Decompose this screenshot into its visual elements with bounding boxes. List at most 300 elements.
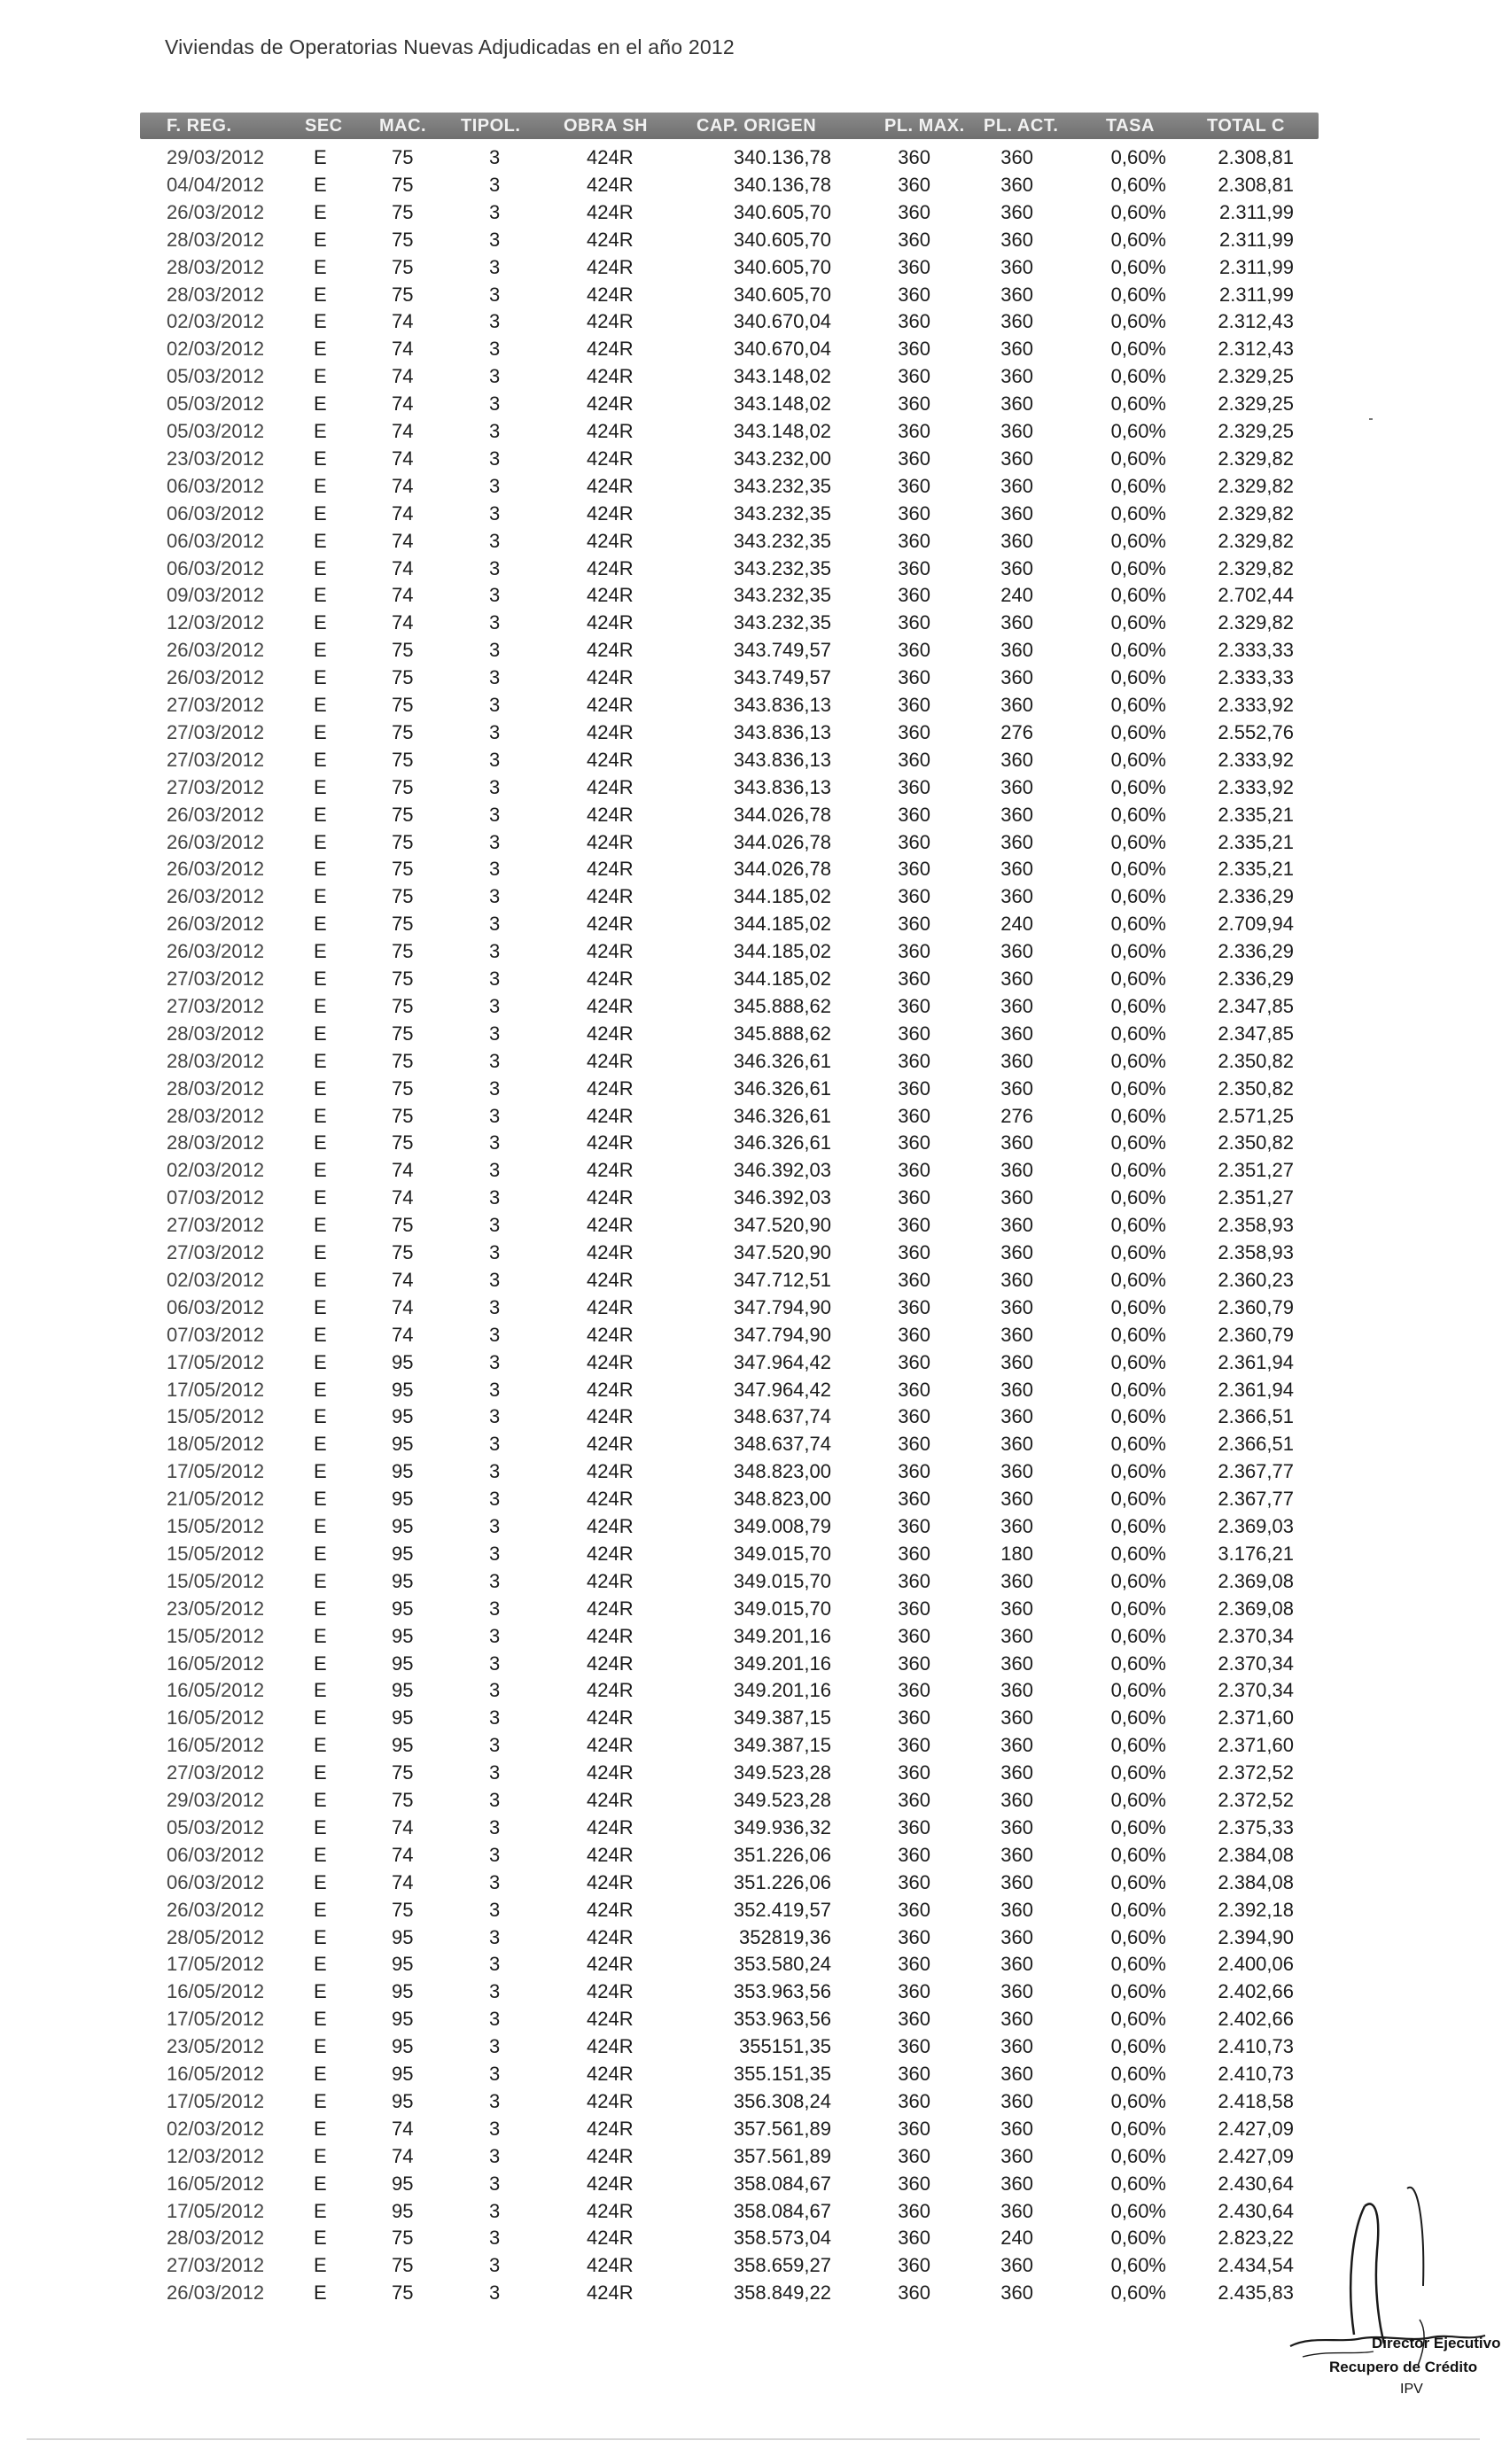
cell-pl-max: 360	[898, 830, 930, 853]
cell-mac: 75	[392, 1049, 414, 1072]
table-row	[0, 1457, 1502, 1485]
cell-pl-act: 360	[1000, 173, 1033, 196]
cell-cap-origen: 343.232,35	[733, 611, 831, 634]
cell-pl-max: 360	[898, 611, 930, 634]
page-edge	[27, 2438, 1480, 2440]
cell-cap-origen: 346.326,61	[733, 1077, 831, 1100]
cell-cap-origen: 343.749,57	[733, 639, 831, 662]
cell-tipol: 3	[489, 1624, 501, 1647]
cell-obra-sh: 424R	[587, 529, 634, 552]
cell-cap-origen: 355.151,35	[733, 2063, 831, 2085]
cell-pl-max: 360	[898, 1843, 930, 1866]
table-row	[0, 1595, 1502, 1622]
cell-tasa: 0,60%	[1110, 968, 1166, 990]
cell-cap-origen: 340.605,70	[733, 283, 831, 306]
cell-pl-act: 276	[1000, 1104, 1033, 1127]
cell-obra-sh: 424R	[587, 940, 634, 963]
cell-total: 2.367,77	[1218, 1488, 1294, 1511]
cell-total: 2.402,66	[1218, 2008, 1294, 2031]
cell-pl-max: 360	[898, 666, 930, 689]
cell-tasa: 0,60%	[1110, 694, 1166, 716]
cell-total: 2.350,82	[1218, 1049, 1294, 1072]
cell-tasa: 0,60%	[1110, 2089, 1166, 2112]
cell-sec: E	[314, 2035, 327, 2058]
cell-mac: 75	[392, 1022, 414, 1045]
cell-cap-origen: 349.201,16	[733, 1679, 831, 1702]
cell-pl-act: 360	[1000, 1268, 1033, 1291]
cell-total: 2.402,66	[1218, 1980, 1294, 2003]
cell-cap-origen: 347.964,42	[733, 1378, 831, 1401]
cell-tipol: 3	[489, 940, 501, 963]
table-row	[0, 1896, 1502, 1924]
cell-total: 2.333,33	[1218, 639, 1294, 662]
cell-tipol: 3	[489, 666, 501, 689]
cell-tipol: 3	[489, 1569, 501, 1592]
cell-pl-act: 360	[1000, 666, 1033, 689]
cell-mac: 74	[392, 447, 414, 470]
cell-pl-max: 360	[898, 420, 930, 442]
cell-tipol: 3	[489, 1104, 501, 1127]
table-row	[0, 1567, 1502, 1595]
cell-cap-origen: 344.026,78	[733, 858, 831, 881]
cell-cap-origen: 340.136,78	[733, 146, 831, 168]
cell-pl-act: 360	[1000, 1815, 1033, 1838]
cell-obra-sh: 424R	[587, 1214, 634, 1237]
cell-tasa: 0,60%	[1110, 283, 1166, 306]
cell-pl-max: 360	[898, 1542, 930, 1565]
cell-pl-max: 360	[898, 228, 930, 251]
cell-tipol: 3	[489, 611, 501, 634]
table-row	[0, 335, 1502, 362]
cell-pl-act: 360	[1000, 1241, 1033, 1263]
cell-mac: 75	[392, 720, 414, 743]
table-row	[0, 1211, 1502, 1239]
cell-tasa: 0,60%	[1110, 556, 1166, 579]
cell-tasa: 0,60%	[1110, 338, 1166, 361]
cell-f-reg: 26/03/2012	[167, 1898, 265, 1921]
cell-sec: E	[314, 1734, 327, 1757]
table-row	[0, 362, 1502, 390]
cell-f-reg: 17/05/2012	[167, 1350, 265, 1373]
cell-mac: 95	[392, 1597, 414, 1620]
table-row	[0, 1814, 1502, 1841]
cell-pl-act: 360	[1000, 2281, 1033, 2305]
cell-mac: 75	[392, 1241, 414, 1263]
cell-obra-sh: 424R	[587, 666, 634, 689]
table-row	[0, 445, 1502, 472]
cell-f-reg: 28/03/2012	[167, 1131, 265, 1154]
cell-mac: 75	[392, 1131, 414, 1154]
cell-pl-max: 360	[898, 1295, 930, 1318]
cell-obra-sh: 424R	[587, 447, 634, 470]
cell-obra-sh: 424R	[587, 1433, 634, 1456]
cell-total: 2.311,99	[1218, 228, 1294, 251]
cell-mac: 95	[392, 2035, 414, 2058]
cell-tasa: 0,60%	[1110, 2117, 1166, 2140]
cell-f-reg: 26/03/2012	[167, 885, 265, 908]
cell-total: 2.372,52	[1218, 1761, 1294, 1784]
cell-sec: E	[314, 529, 327, 552]
cell-obra-sh: 424R	[587, 748, 634, 771]
cell-sec: E	[314, 255, 327, 278]
cell-f-reg: 17/05/2012	[167, 1378, 265, 1401]
cell-cap-origen: 343.232,35	[733, 501, 831, 525]
cell-pl-max: 360	[898, 858, 930, 881]
table-row	[0, 472, 1502, 500]
cell-mac: 75	[392, 255, 414, 278]
cell-mac: 74	[392, 420, 414, 442]
cell-cap-origen: 340.605,70	[733, 255, 831, 278]
cell-mac: 75	[392, 146, 414, 168]
cell-mac: 75	[392, 775, 414, 798]
cell-cap-origen: 347.520,90	[733, 1214, 831, 1237]
cell-tipol: 3	[489, 1706, 501, 1729]
cell-obra-sh: 424R	[587, 1022, 634, 1045]
cell-sec: E	[314, 1323, 327, 1346]
cell-pl-max: 360	[898, 1350, 930, 1373]
cell-f-reg: 23/05/2012	[167, 1597, 265, 1620]
cell-tasa: 0,60%	[1110, 1870, 1166, 1893]
cell-tasa: 0,60%	[1110, 1515, 1166, 1537]
table-row	[0, 636, 1502, 664]
cell-sec: E	[314, 1460, 327, 1483]
cell-tipol: 3	[489, 420, 501, 442]
table-row	[0, 581, 1502, 609]
cell-pl-max: 360	[898, 1378, 930, 1401]
cell-tipol: 3	[489, 1597, 501, 1620]
cell-tasa: 0,60%	[1110, 1624, 1166, 1647]
cell-obra-sh: 424R	[587, 2035, 634, 2058]
cell-cap-origen: 343.232,35	[733, 474, 831, 497]
cell-pl-max: 360	[898, 1652, 930, 1675]
cell-pl-act: 360	[1000, 529, 1033, 552]
cell-tipol: 3	[489, 1789, 501, 1811]
cell-total: 2.311,99	[1218, 255, 1294, 278]
cell-mac: 74	[392, 1815, 414, 1838]
cell-pl-act: 360	[1000, 447, 1033, 470]
cell-cap-origen: 349.387,15	[733, 1734, 831, 1757]
cell-pl-max: 360	[898, 1624, 930, 1647]
cell-f-reg: 29/03/2012	[167, 146, 265, 168]
cell-pl-max: 360	[898, 1049, 930, 1072]
cell-pl-max: 360	[898, 556, 930, 579]
cell-pl-act: 360	[1000, 1925, 1033, 1948]
cell-f-reg: 05/03/2012	[167, 420, 265, 442]
cell-pl-max: 360	[898, 1488, 930, 1511]
cell-mac: 75	[392, 2227, 414, 2250]
header-tipol: TIPOL.	[461, 116, 521, 136]
cell-total: 2.375,33	[1218, 1815, 1294, 1838]
cell-sec: E	[314, 283, 327, 306]
cell-obra-sh: 424R	[587, 1268, 634, 1291]
cell-cap-origen: 347.794,90	[733, 1323, 831, 1346]
cell-cap-origen: 344.026,78	[733, 830, 831, 853]
cell-tipol: 3	[489, 1953, 501, 1976]
cell-tasa: 0,60%	[1110, 1488, 1166, 1511]
cell-f-reg: 06/03/2012	[167, 474, 265, 497]
cell-tipol: 3	[489, 1652, 501, 1675]
cell-tipol: 3	[489, 2144, 501, 2167]
cell-tasa: 0,60%	[1110, 830, 1166, 853]
cell-tasa: 0,60%	[1110, 1131, 1166, 1154]
cell-tasa: 0,60%	[1110, 1405, 1166, 1428]
cell-f-reg: 17/05/2012	[167, 2008, 265, 2031]
cell-total: 2.418,58	[1218, 2089, 1294, 2112]
cell-total: 2.360,79	[1218, 1295, 1294, 1318]
cell-sec: E	[314, 1131, 327, 1154]
cell-sec: E	[314, 775, 327, 798]
cell-total: 2.369,03	[1218, 1515, 1294, 1537]
cell-f-reg: 23/03/2012	[167, 447, 265, 470]
cell-cap-origen: 355151,35	[739, 2035, 831, 2058]
cell-pl-act: 360	[1000, 1789, 1033, 1811]
cell-obra-sh: 424R	[587, 639, 634, 662]
cell-pl-max: 360	[898, 529, 930, 552]
cell-tipol: 3	[489, 2117, 501, 2140]
cell-obra-sh: 424R	[587, 1350, 634, 1373]
cell-tasa: 0,60%	[1110, 1295, 1166, 1318]
cell-pl-max: 360	[898, 1815, 930, 1838]
cell-cap-origen: 340.605,70	[733, 200, 831, 223]
cell-total: 2.392,18	[1218, 1898, 1294, 1921]
cell-tipol: 3	[489, 2063, 501, 2085]
cell-mac: 75	[392, 1104, 414, 1127]
cell-pl-max: 360	[898, 694, 930, 716]
cell-pl-max: 360	[898, 1679, 930, 1702]
cell-total: 2.400,06	[1218, 1953, 1294, 1976]
cell-mac: 74	[392, 2117, 414, 2140]
cell-obra-sh: 424R	[587, 1679, 634, 1702]
cell-cap-origen: 349.201,16	[733, 1652, 831, 1675]
cell-cap-origen: 349.936,32	[733, 1815, 831, 1838]
cell-obra-sh: 424R	[587, 1953, 634, 1976]
table-row	[0, 1294, 1502, 1321]
cell-tipol: 3	[489, 584, 501, 607]
cell-obra-sh: 424R	[587, 474, 634, 497]
cell-tasa: 0,60%	[1110, 529, 1166, 552]
cell-obra-sh: 424R	[587, 1898, 634, 1921]
cell-tasa: 0,60%	[1110, 474, 1166, 497]
cell-obra-sh: 424R	[587, 1624, 634, 1647]
cell-cap-origen: 352.419,57	[733, 1898, 831, 1921]
cell-f-reg: 16/05/2012	[167, 1652, 265, 1675]
cell-mac: 74	[392, 501, 414, 525]
cell-tasa: 0,60%	[1110, 173, 1166, 196]
cell-tipol: 3	[489, 1159, 501, 1182]
cell-cap-origen: 340.136,78	[733, 173, 831, 196]
cell-pl-max: 360	[898, 338, 930, 361]
cell-cap-origen: 343.749,57	[733, 666, 831, 689]
cell-tasa: 0,60%	[1110, 2199, 1166, 2222]
cell-obra-sh: 424R	[587, 1186, 634, 1209]
cell-pl-max: 360	[898, 720, 930, 743]
table-row	[0, 773, 1502, 801]
cell-cap-origen: 349.015,70	[733, 1542, 831, 1565]
cell-tipol: 3	[489, 830, 501, 853]
cell-sec: E	[314, 2172, 327, 2195]
cell-f-reg: 27/03/2012	[167, 1761, 265, 1784]
cell-tasa: 0,60%	[1110, 584, 1166, 607]
cell-total: 2.370,34	[1218, 1652, 1294, 1675]
cell-cap-origen: 356.308,24	[733, 2089, 831, 2112]
cell-sec: E	[314, 666, 327, 689]
cell-cap-origen: 344.185,02	[733, 913, 831, 936]
cell-obra-sh: 424R	[587, 584, 634, 607]
cell-tipol: 3	[489, 529, 501, 552]
cell-cap-origen: 343.148,02	[733, 393, 831, 416]
cell-pl-max: 360	[898, 1980, 930, 2003]
cell-pl-max: 360	[898, 1734, 930, 1757]
cell-mac: 75	[392, 885, 414, 908]
cell-sec: E	[314, 474, 327, 497]
cell-pl-act: 360	[1000, 1515, 1033, 1537]
cell-obra-sh: 424R	[587, 2199, 634, 2222]
cell-total: 2.360,23	[1218, 1268, 1294, 1291]
cell-tasa: 0,60%	[1110, 1679, 1166, 1702]
cell-total: 2.329,82	[1218, 447, 1294, 470]
table-row	[0, 2005, 1502, 2033]
cell-tipol: 3	[489, 1460, 501, 1483]
cell-tasa: 0,60%	[1110, 1597, 1166, 1620]
cell-tasa: 0,60%	[1110, 365, 1166, 388]
table-row	[0, 1650, 1502, 1677]
cell-mac: 74	[392, 1870, 414, 1893]
cell-obra-sh: 424R	[587, 994, 634, 1017]
cell-tipol: 3	[489, 1761, 501, 1784]
cell-tasa: 0,60%	[1110, 1241, 1166, 1263]
cell-total: 2.369,08	[1218, 1597, 1294, 1620]
cell-obra-sh: 424R	[587, 1515, 634, 1537]
cell-sec: E	[314, 940, 327, 963]
cell-tasa: 0,60%	[1110, 1569, 1166, 1592]
cell-mac: 95	[392, 1378, 414, 1401]
cell-cap-origen: 343.836,13	[733, 775, 831, 798]
cell-tasa: 0,60%	[1110, 1542, 1166, 1565]
cell-f-reg: 26/03/2012	[167, 913, 265, 936]
cell-pl-max: 360	[898, 1706, 930, 1729]
cell-f-reg: 28/03/2012	[167, 1104, 265, 1127]
cell-pl-act: 360	[1000, 228, 1033, 251]
header-f-reg: F. REG.	[167, 116, 232, 136]
cell-obra-sh: 424R	[587, 556, 634, 579]
cell-pl-act: 360	[1000, 639, 1033, 662]
cell-mac: 75	[392, 858, 414, 881]
cell-pl-act: 360	[1000, 146, 1033, 168]
cell-sec: E	[314, 1488, 327, 1511]
cell-pl-act: 360	[1000, 611, 1033, 634]
cell-sec: E	[314, 1815, 327, 1838]
cell-obra-sh: 424R	[587, 2063, 634, 2085]
cell-pl-act: 360	[1000, 1679, 1033, 1702]
cell-pl-max: 360	[898, 2281, 930, 2305]
cell-total: 2.336,29	[1218, 968, 1294, 990]
cell-total: 2.361,94	[1218, 1378, 1294, 1401]
cell-total: 2.335,21	[1218, 803, 1294, 826]
cell-sec: E	[314, 1159, 327, 1182]
cell-sec: E	[314, 2089, 327, 2112]
signature-org: IPV	[1400, 2382, 1423, 2397]
cell-tasa: 0,60%	[1110, 1925, 1166, 1948]
cell-obra-sh: 424R	[587, 858, 634, 881]
cell-tipol: 3	[489, 1815, 501, 1838]
cell-mac: 74	[392, 611, 414, 634]
cell-mac: 75	[392, 830, 414, 853]
cell-tasa: 0,60%	[1110, 2008, 1166, 2031]
cell-obra-sh: 424R	[587, 1077, 634, 1100]
cell-f-reg: 27/03/2012	[167, 775, 265, 798]
cell-cap-origen: 346.326,61	[733, 1049, 831, 1072]
cell-tipol: 3	[489, 310, 501, 333]
cell-total: 2.312,43	[1218, 338, 1294, 361]
cell-obra-sh: 424R	[587, 1925, 634, 1948]
cell-total: 2.361,94	[1218, 1350, 1294, 1373]
cell-pl-act: 360	[1000, 2117, 1033, 2140]
table-row	[0, 281, 1502, 308]
cell-obra-sh: 424R	[587, 1569, 634, 1592]
cell-pl-max: 360	[898, 1159, 930, 1182]
cell-f-reg: 28/05/2012	[167, 1925, 265, 1948]
cell-f-reg: 16/05/2012	[167, 2063, 265, 2085]
cell-sec: E	[314, 694, 327, 716]
cell-mac: 95	[392, 1515, 414, 1537]
cell-total: 2.329,82	[1218, 501, 1294, 525]
cell-sec: E	[314, 2281, 327, 2305]
cell-pl-max: 360	[898, 748, 930, 771]
cell-obra-sh: 424R	[587, 885, 634, 908]
cell-cap-origen: 353.963,56	[733, 1980, 831, 2003]
cell-f-reg: 27/03/2012	[167, 968, 265, 990]
cell-mac: 95	[392, 1350, 414, 1373]
cell-cap-origen: 343.836,13	[733, 720, 831, 743]
cell-obra-sh: 424R	[587, 255, 634, 278]
cell-total: 2.410,73	[1218, 2063, 1294, 2085]
cell-tasa: 0,60%	[1110, 228, 1166, 251]
cell-cap-origen: 347.794,90	[733, 1295, 831, 1318]
cell-pl-max: 360	[898, 2063, 930, 2085]
cell-tipol: 3	[489, 338, 501, 361]
cell-f-reg: 28/03/2012	[167, 1077, 265, 1100]
cell-sec: E	[314, 1597, 327, 1620]
cell-f-reg: 17/05/2012	[167, 1953, 265, 1976]
cell-mac: 75	[392, 666, 414, 689]
cell-pl-act: 240	[1000, 913, 1033, 936]
cell-pl-max: 360	[898, 1597, 930, 1620]
cell-pl-act: 360	[1000, 1734, 1033, 1757]
cell-tasa: 0,60%	[1110, 1734, 1166, 1757]
cell-cap-origen: 349.523,28	[733, 1789, 831, 1811]
cell-tasa: 0,60%	[1110, 1652, 1166, 1675]
cell-pl-act: 360	[1000, 1077, 1033, 1100]
cell-tasa: 0,60%	[1110, 1022, 1166, 1045]
cell-mac: 75	[392, 803, 414, 826]
cell-total: 2.358,93	[1218, 1214, 1294, 1237]
cell-pl-act: 360	[1000, 1186, 1033, 1209]
cell-mac: 74	[392, 338, 414, 361]
cell-tasa: 0,60%	[1110, 1214, 1166, 1237]
cell-f-reg: 28/03/2012	[167, 228, 265, 251]
cell-f-reg: 16/05/2012	[167, 1706, 265, 1729]
table-row	[0, 2115, 1502, 2142]
cell-tasa: 0,60%	[1110, 858, 1166, 881]
header-mac: MAC.	[379, 116, 427, 136]
table-row	[0, 253, 1502, 281]
header-obra-sh: OBRA SH	[564, 116, 648, 136]
table-row	[0, 1512, 1502, 1540]
cell-tipol: 3	[489, 1186, 501, 1209]
cell-total: 2.358,93	[1218, 1241, 1294, 1263]
table-row	[0, 1047, 1502, 1075]
cell-f-reg: 28/03/2012	[167, 1022, 265, 1045]
